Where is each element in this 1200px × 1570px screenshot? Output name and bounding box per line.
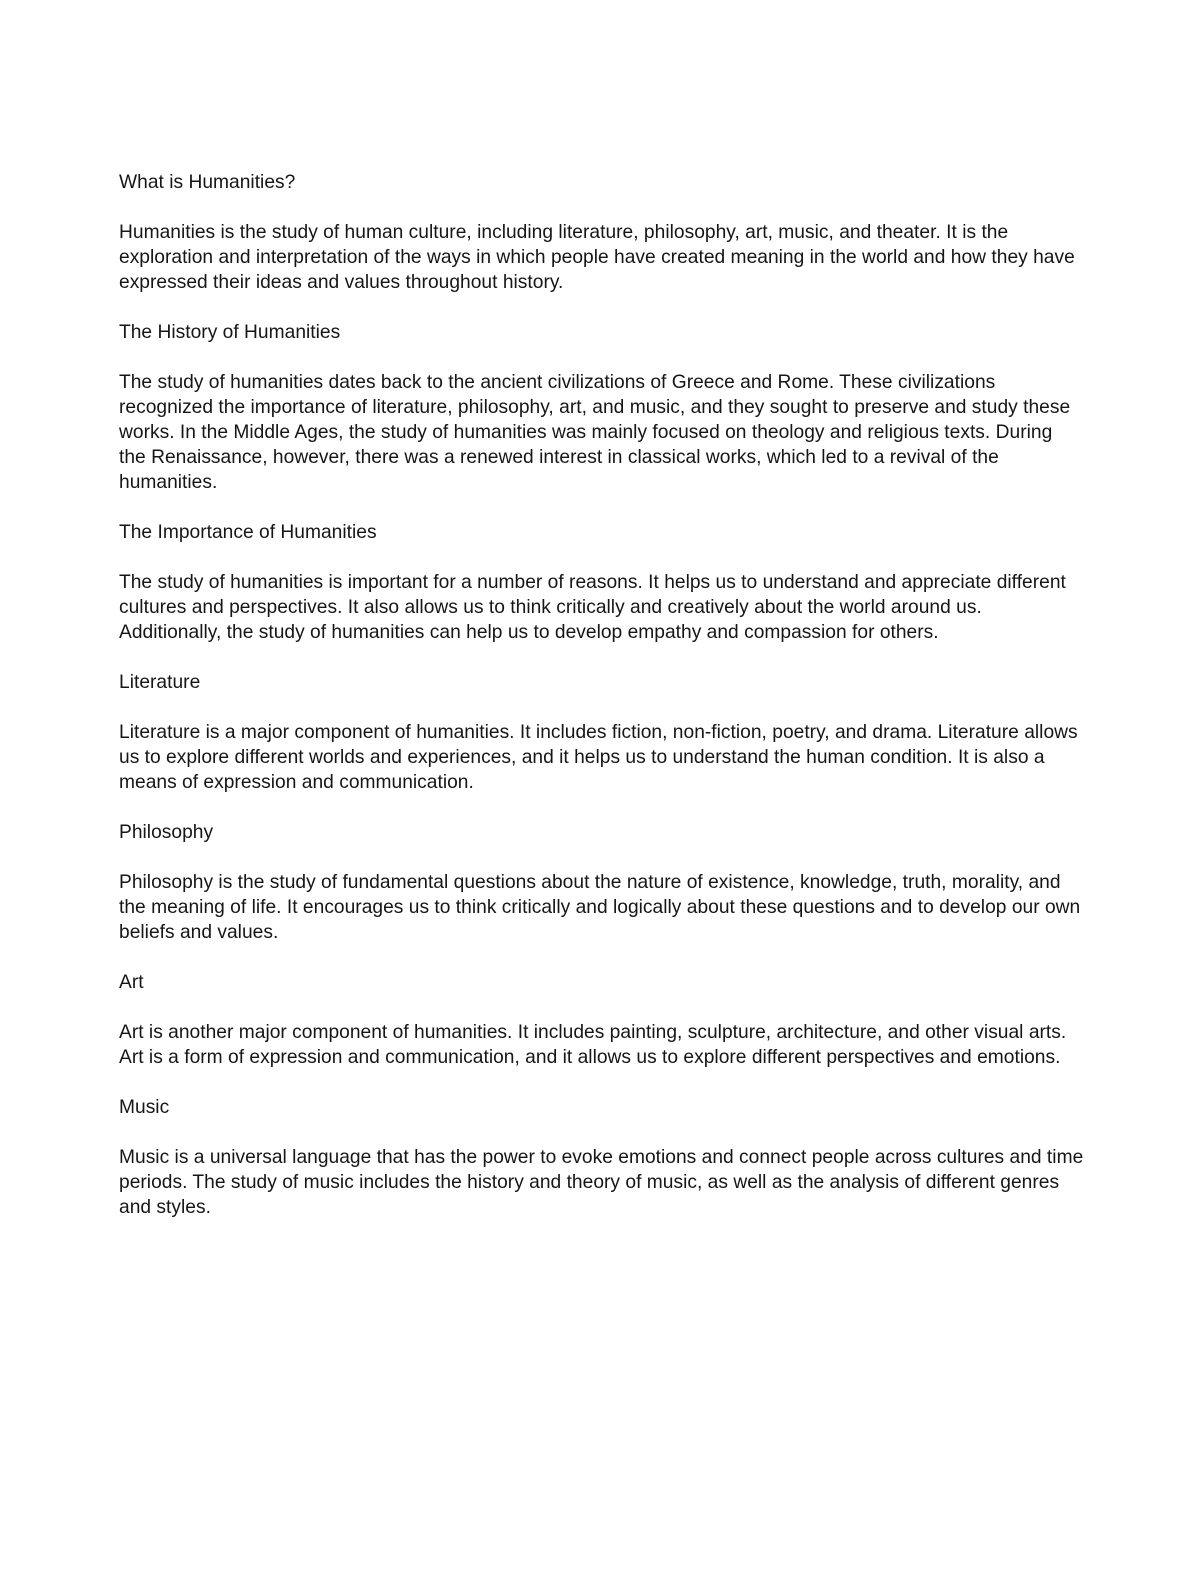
section-paragraph-philosophy: Philosophy is the study of fundamental questions about the nature of existence, knowledge, truth, morality, and the meaning of life. It encourages us to think critically and logically about these questions and to develop our own beliefs and values. xyxy=(119,872,1081,943)
section-heading-history: The History of Humanities xyxy=(119,322,341,343)
section-heading-art: Art xyxy=(119,972,144,993)
document-body xyxy=(119,170,1084,1245)
section-paragraph-literature: Literature is a major component of humanities. It includes fiction, non-fiction, poetry, and drama. Literature allows us to explore different worlds and experiences, and it helps us to understand the human condition. It is also a means of expression and communication. xyxy=(119,722,1078,793)
section-paragraph-history: The study of humanities dates back to the ancient civilizations of Greece and Rome. These civilizations recognized the importance of literature, philosophy, art, and music, and they sought to preserve and study these works. In the Middle Ages, the study of humanities was mainly focused on theology and religious texts. During the Renaissance, however, there was a renewed interest in classical works, which led to a revival of the humanities. xyxy=(119,372,1071,493)
section-heading-music: Music xyxy=(119,1097,170,1118)
section-heading-importance: The Importance of Humanities xyxy=(119,522,377,543)
section-heading-philosophy: Philosophy xyxy=(119,822,214,843)
section-heading-what-is-humanities: What is Humanities? xyxy=(119,172,296,193)
section-heading-literature: Literature xyxy=(119,672,201,693)
section-paragraph-what-is-humanities: Humanities is the study of human culture, including literature, philosophy, art, music, and theater. It is the exploration and interpretation of the ways in which people have created meaning in the world and how they have expressed their ideas and values throughout history. xyxy=(119,222,1075,293)
section-paragraph-art: Art is another major component of humanities. It includes painting, sculpture, architecture, and other visual arts. Art is a form of expression and communication, and it allows us to explore different perspectives and emotions. xyxy=(119,1022,1067,1068)
section-paragraph-importance: The study of humanities is important for a number of reasons. It helps us to understand and appreciate different cultures and perspectives. It also allows us to think critically and creatively about the world around us. Additionally, the study of humanities can help us to develop empathy and compassion for others. xyxy=(119,572,1066,643)
section-paragraph-music: Music is a universal language that has the power to evoke emotions and connect people across cultures and time periods. The study of music includes the history and theory of music, as well as the analysis of different genres and styles. xyxy=(119,1147,1084,1218)
